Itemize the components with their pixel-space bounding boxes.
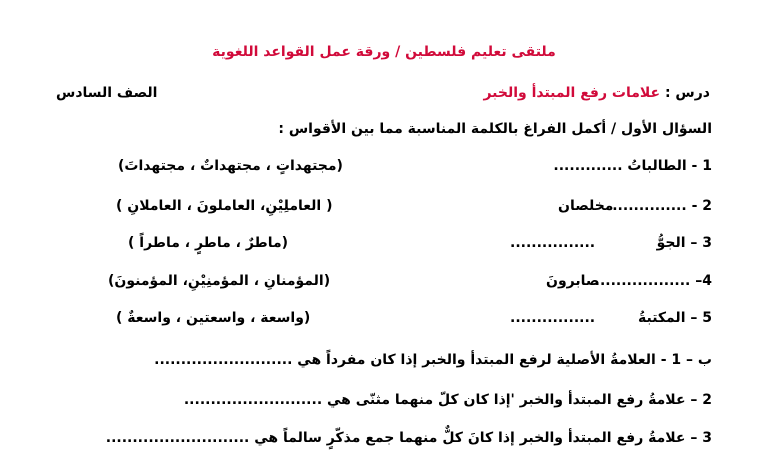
item-2-middle: مخلصان (558, 198, 614, 214)
question-one-instruction: السؤال الأول / أكمل الفراغ بالكلمة المناسبة مما بين الأقواس : (278, 121, 712, 137)
item-4-middle: صابرونَ (546, 273, 600, 289)
item-3-sentence: 3 – الجوُّ (656, 235, 712, 251)
item-3-middle: ................ (510, 235, 596, 251)
item-3-options: (ماطرٌ ، ماطرٍ ، ماطراً ) (128, 235, 289, 251)
grade-label: الصف السادس (56, 85, 158, 101)
lesson-line (483, 85, 710, 101)
section-b-item-2: 2 – علامةُ رفع المبتدأ والخبر 'إذا كان كلّ منهما مثنّى هي .......................... (183, 392, 712, 408)
item-2-options: ( العاملِيْنِ، العاملونَ ، العاملانِ ) (116, 198, 333, 214)
lesson-title: علامات رفع المبتدأ والخبر (483, 85, 661, 101)
item-2-sentence: 2 - .............. (612, 198, 712, 214)
item-1-options: (مجتهداتٍ ، مجتهداتٌ ، مجتهداتَ) (118, 158, 343, 174)
item-4-options: (المؤمنانِ ، المؤمنِيْنِ، المؤمنونَ) (108, 273, 331, 289)
lesson-label: درس : (664, 85, 710, 101)
item-5-sentence: 5 – المكتبةُ (637, 310, 712, 326)
item-5-options: (واسعة ، واسعتين ، واسعةٌ ) (116, 310, 311, 326)
section-b-item-3: 3 – علامةُ رفع المبتدأ والخبر إذا كانَ كلٌّ منهما جمع مذكّرٍ سالماً هي ........................... (105, 430, 712, 446)
item-4-sentence: 4– .................. (594, 273, 712, 289)
worksheet-title: ملتقى تعليم فلسطين / ورقة عمل القواعد اللغوية (212, 44, 556, 60)
item-1-sentence: 1 - الطالباتُ ............. (553, 158, 712, 174)
section-b-item-1: ب – 1 - العلامةُ الأصلية لرفع المبتدأ والخبر إذا كان مفرداً هي .......................... (154, 352, 712, 368)
item-5-middle: ................ (510, 310, 596, 326)
